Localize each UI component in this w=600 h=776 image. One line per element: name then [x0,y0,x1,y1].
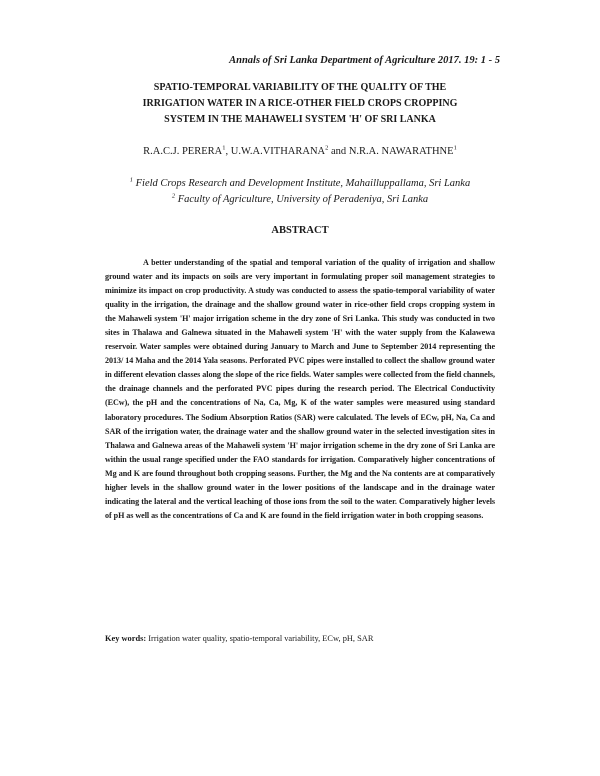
author-separator: and [328,146,349,157]
affiliation-mark: 1 [129,176,133,184]
author-name: R.A.C.J. PERERA [143,146,223,157]
author-name: U.W.A.VITHARANA [230,146,326,157]
affiliation-text: Faculty of Agriculture, University of Peradeniya, Sri Lanka [175,194,429,205]
affiliation [100,192,500,208]
author-affiliation-mark: 1 [222,144,226,152]
author-affiliation-mark: 1 [453,144,457,152]
abstract-text: A better understanding of the spatial and temporal variation of the quality of irrigation and shallow ground water and its impacts on soils are very important in formulating proper soil management strategies to minimize its impact on crop productivity. A study was conducted to assess the spatio-temporal variability of water quality in the irrigation, the drainage and the shallow ground water in rice-other field crops cropping system in the Mahaweli system 'H' major irrigation scheme in the dry zone of Sri Lanka. This study was conducted in two sites in Thalawa and Galnewa situated in the Mahaweli system 'H' with the water supply from the Kalawewa reservoir. Water samples were obtained during January to March and June to September 2014 representing the 2013/ 14 Maha and the 2014 Yala seasons. Perforated PVC pipes were installed to collect the shallow ground water in different elevation classes along the slope of the rice fields. Water samples were collected from the field channels, the drainage channels and the perforated PVC pipes during the research period. The Electrical Conductivity (ECw), the pH and the concentrations of Na, Ca, Mg, K of the water samples were measured using standard laboratory procedures. The Sodium Absorption Ratios (SAR) were calculated. The levels of ECw, pH, Na, Ca and SAR of the irrigation water, the drainage water and the shallow ground water in the selected investigation sites in Thalawa and Galnewa areas of the Mahaweli system 'H' major irrigation scheme in the dry zone of Sri Lanka are within the usual range specified under the FAO standards for irrigation. Comparatively higher concentrations of Mg and K are found throughout both cropping seasons. Further, the Mg and the Na contents are at comparatively higher levels in the shallow ground water in the lower positions of the landscape and in the drainage water indicating the lateral and the vertical leaching of those ions from the soil to the water. Comparatively higher levels of pH as well as the concentrations of Ca and K are found in the field irrigation water in both cropping seasons. [105,258,495,520]
author-list [100,146,500,157]
affiliation-text: Field Crops Research and Development Institute, Mahailluppallama, Sri Lanka [133,178,471,189]
journal-citation: Annals of Sri Lanka Department of Agriculture 2017. 19: 1 - 5 [229,55,500,66]
keywords-label: Key words: [105,634,147,643]
title-line: SPATIO-TEMPORAL VARIABILITY OF THE QUALITY OF THE [153,82,447,93]
paper-title [100,80,500,128]
author-separator: , [225,146,231,157]
affiliation [100,176,500,192]
title-line: IRRIGATION WATER IN A RICE-OTHER FIELD CROPS CROPPING [142,98,458,109]
affiliation-mark: 2 [171,192,176,200]
title-line: SYSTEM IN THE MAHAWELI SYSTEM 'H' OF SRI LANKA [164,114,436,125]
author-name: N.R.A. NAWARATHNE [348,146,454,157]
author-affiliation-mark: 2 [325,144,329,152]
keywords [105,634,495,643]
keywords-text: Irrigation water quality, spatio-temporal variability, ECw, pH, SAR [146,634,374,643]
abstract-heading: ABSTRACT [271,225,329,236]
affiliation-list [100,176,500,208]
